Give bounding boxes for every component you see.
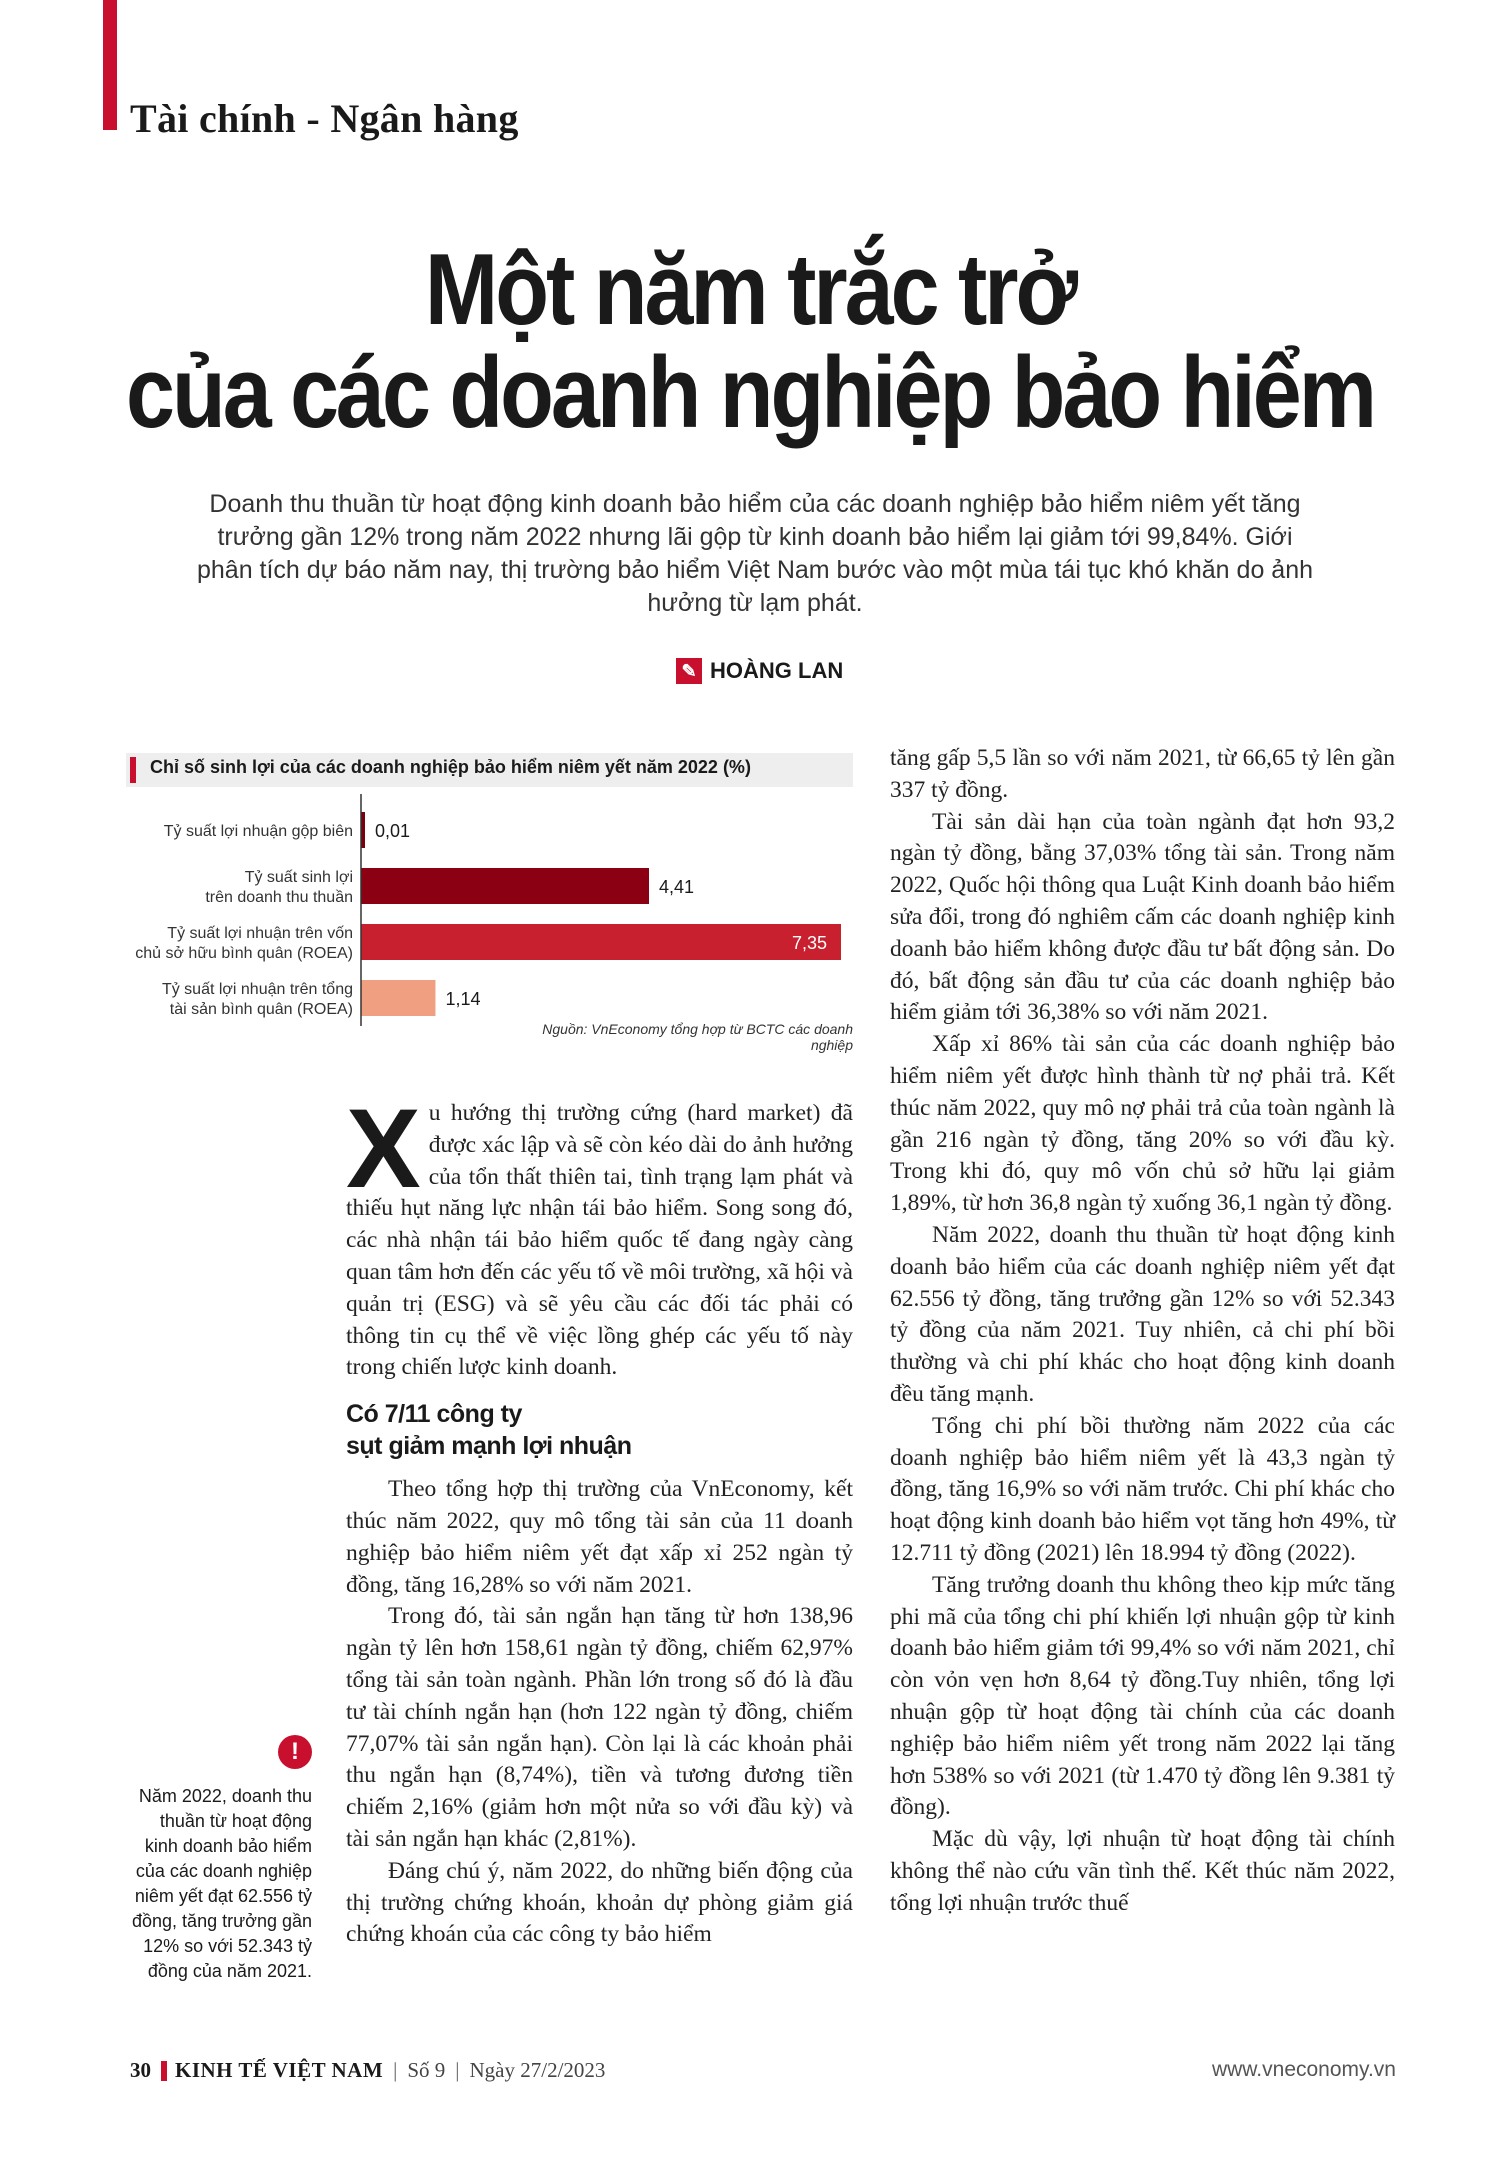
author-name: HOÀNG LAN <box>710 658 844 683</box>
page-number: 30 <box>130 2058 151 2082</box>
chart-header-accent <box>130 757 136 783</box>
subheading <box>346 1398 853 1462</box>
chart-source: Nguồn: VnEconomy tổng hợp từ BCTC các doanh nghiệp <box>542 1021 853 1053</box>
footer-separator: | <box>455 2058 460 2082</box>
chart-bar <box>361 924 841 960</box>
body-paragraph: Trong đó, tài sản ngắn hạn tăng từ hơn 138,96 ngàn tỷ lên hơn 158,61 ngàn tỷ đồng, chiếm 62,97% tổng tài sản toàn ngành. Phần lớn trong số đó là đầu tư tài chính ngắn hạn (hơn 122 ngàn tỷ đồng, chiếm 77,07% tài sản ngắn hạn). Còn lại là các khoản phải thu ngắn hạn (8,74%), tiền và tương đương tiền chiếm 2,16% (giảm hơn một nửa so với đầu kỳ) và tài sản ngắn hạn khác (2,81%). <box>346 1603 853 1852</box>
value-label: 1,14 <box>445 989 481 1009</box>
lead-paragraph: Doanh thu thuần từ hoạt động kinh doanh bảo hiểm của các doanh nghiệp bảo hiểm niêm yết tăng trưởng gần 12% trong năm 2022 nhưng lãi gộp từ kinh doanh bảo hiểm lại giảm tới 99,84%. Giới phân tích dự báo năm nay, thị trường bảo hiểm Việt Nam bước vào một mùa tái tục khó khăn do ảnh hưởng từ lạm phát. <box>196 490 1313 617</box>
article-column-right <box>890 743 1395 1919</box>
headline-line-2: của các doanh nghiệp bảo hiểm <box>126 335 1374 449</box>
category-label: trên doanh thu thuần <box>205 889 353 906</box>
section-label: Tài chính - Ngân hàng <box>130 96 519 141</box>
article-column-left <box>346 1086 853 1951</box>
body-paragraph: Xấp xỉ 86% tài sản của các doanh nghiệp bảo hiểm niêm yết được hình thành từ nợ phải trả. Kết thúc năm 2022, quy mô nợ phải trả của toàn ngành là gần 216 ngàn tỷ đồng, tăng 20% so với đầu kỳ. Trong khi đó, quy mô vốn chủ sở hữu lại giảm 1,89%, từ hơn 36,8 ngàn tỷ xuống 36,1 ngàn tỷ đồng. <box>890 1031 1395 1217</box>
chart-header <box>126 753 853 787</box>
alert-icon: ! <box>278 1735 312 1769</box>
website-url: www.vneconomy.vn <box>1211 2058 1396 2081</box>
drop-cap: X <box>346 1086 421 1211</box>
value-label: 7,35 <box>791 933 827 953</box>
subheading-line-2: sụt giảm mạnh lợi nhuận <box>346 1432 632 1461</box>
chart-bar <box>361 868 649 904</box>
issue-date: Ngày 27/2/2023 <box>469 2058 606 2082</box>
chart-title: Chỉ số sinh lợi của các doanh nghiệp bảo hiểm niêm yết năm 2022 (%) <box>150 757 751 777</box>
body-paragraph: Đáng chú ý, năm 2022, do những biến động của thị trường chứng khoán, khoản dự phòng giảm giá chứng khoán của các công ty bảo hiểm <box>346 1857 853 1948</box>
headline-line-1: Một năm trắc trở <box>424 232 1076 346</box>
category-label: chủ sở hữu bình quân (ROEA) <box>135 945 353 962</box>
footer-accent <box>161 2061 167 2081</box>
category-label: Tỷ suất sinh lợi <box>244 869 353 886</box>
body-paragraph: Năm 2022, doanh thu thuần từ hoạt động kinh doanh bảo hiểm của các doanh nghiệp niêm yết đạt 62.556 tỷ đồng, tăng trưởng gần 12% so với 52.343 tỷ đồng của năm 2021. Tuy nhiên, cả chi phí bồi thường và chi phí khác cho hoạt động kinh doanh đều tăng mạnh. <box>890 1221 1395 1407</box>
sidebar-callout: Năm 2022, doanh thu thuần từ hoạt động kinh doanh bảo hiểm của các doanh nghiệp niêm yết đạt 62.556 tỷ đồng, tăng trưởng gần 12% so với 52.343 tỷ đồng của năm 2021. <box>132 1786 312 1981</box>
category-label: tài sản bình quân (ROEA) <box>169 1001 353 1018</box>
intro-text: u hướng thị trường cứng (hard market) đã được xác lập và sẽ còn kéo dài do ảnh hưởng của tổn thất thiên tai, tình trạng lạm phát và thiếu hụt năng lực nhận tái bảo hiểm. Song song đó, các nhà nhận tái bảo hiểm quốc tế đang ngày càng quan tâm hơn đến các yếu tố về môi trường, xã hội và quản trị (ESG) và sẽ yêu cầu các đối tác phải có thông tin cụ thể về việc lồng ghép các yếu tố này trong chiến lược kinh doanh. <box>346 1100 853 1381</box>
page-footer <box>130 2058 605 2083</box>
issue-number: Số 9 <box>407 2058 446 2082</box>
body-paragraph: tăng gấp 5,5 lần so với năm 2021, từ 66,65 tỷ lên gần 337 tỷ đồng. <box>890 745 1395 803</box>
body-paragraph: Theo tổng hợp thị trường của VnEconomy, kết thúc năm 2022, quy mô tổng tài sản của 11 doanh nghiệp bảo hiểm niêm yết đạt xấp xỉ 252 ngàn tỷ đồng, tăng 16,28% so với năm 2021. <box>346 1476 853 1598</box>
footer-separator: | <box>393 2058 398 2082</box>
body-paragraph: Tăng trưởng doanh thu không theo kịp mức tăng phi mã của tổng chi phí khiến lợi nhuận gộp từ kinh doanh bảo hiểm giảm tới 99,4% so với năm 2021, chỉ còn vỏn vẹn hơn 8,64 tỷ đồng.Tuy nhiên, tổng lợi nhuận gộp từ hoạt động tài chính của các doanh nghiệp bảo hiểm niêm yết trong năm 2022 lại tăng hơn 538% so với 2021 (từ 1.470 tỷ đồng lên 9.381 tỷ đồng). <box>890 1571 1395 1821</box>
body-paragraph: Mặc dù vậy, lợi nhuận từ hoạt động tài chính không thể nào cứu vãn tình thế. Kết thúc năm 2022, tổng lợi nhuận trước thuế <box>890 1826 1395 1916</box>
body-paragraph: Tổng chi phí bồi thường năm 2022 của các doanh nghiệp bảo hiểm niêm yết là 43,3 ngàn tỷ đồng, tăng 16,9% so với năm trước. Chi phí khác cho hoạt động kinh doanh bảo hiểm vọt tăng hơn 49%, từ 12.711 tỷ đồng (2021) lên 18.994 tỷ đồng (2022). <box>890 1412 1395 1566</box>
profitability-chart <box>126 790 853 1050</box>
category-label: Tỷ suất lợi nhuận trên vốn <box>167 925 353 942</box>
publication-name: KINH TẾ VIỆT NAM <box>175 2058 384 2082</box>
category-label: Tỷ suất lợi nhuận trên tổng <box>161 981 353 998</box>
chart-bar <box>361 980 435 1016</box>
subheading-line-1: Có 7/11 công ty <box>346 1400 522 1429</box>
body-paragraph: Tài sản dài hạn của toàn ngành đạt hơn 93,2 ngàn tỷ đồng, bằng 37,03% tổng tài sản. Trong năm 2022, Quốc hội thông qua Luật Kinh doanh bảo hiểm sửa đổi, trong đó nghiêm cấm các doanh nghiệp kinh doanh bảo hiểm không được đầu tư bất động sản. Do đó, bất động sản đầu tư của các doanh nghiệp bảo hiểm giảm tới 36,38% so với năm 2021. <box>890 808 1395 1026</box>
category-label: Tỷ suất lợi nhuận gộp biên <box>163 823 353 840</box>
pen-icon: ✎ <box>676 658 702 684</box>
byline <box>676 658 843 684</box>
value-label: 0,01 <box>375 821 411 841</box>
section-accent-bar <box>103 0 117 130</box>
value-label: 4,41 <box>659 877 695 897</box>
intro-paragraph <box>346 1086 853 1384</box>
